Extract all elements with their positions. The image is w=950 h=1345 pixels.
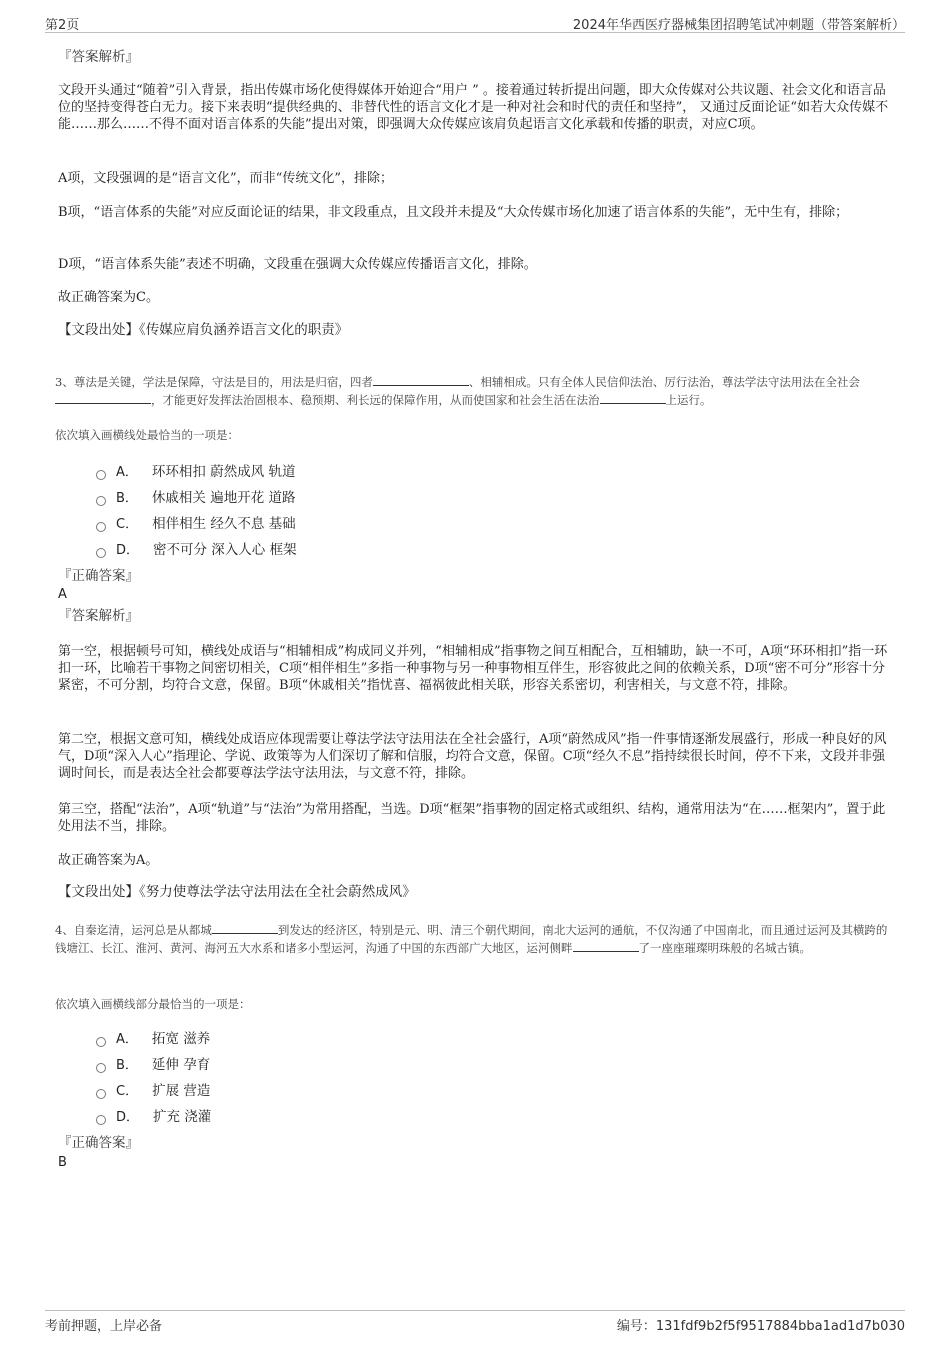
radio-icon[interactable] [96, 1063, 106, 1073]
question-stem: 3、尊法是关键，学法是保障，守法是目的，用法是归宿，四者 、相辅相成。只有全体人民信仰法治、厉行法治，尊法学法守法用法在全社会，才能更好发挥法治固根本、稳预期、利长远的保障作用，从而使国家和社会生活在法治 上运行。 [55, 375, 860, 407]
passage-source: 【文段出处】《努力使尊法学法守法用法在全社会蔚然成风》 [58, 884, 416, 900]
analysis-label: 『答案解析』 [58, 608, 139, 624]
option-d[interactable]: D． 扩充 浇灌 [96, 1107, 211, 1127]
option-b[interactable]: B． 休戚相关 遍地开花 道路 [96, 488, 296, 508]
passage-source: 【文段出处】《传媒应肩负涵养语言文化的职责》 [58, 322, 349, 338]
analysis-paragraph: A项，文段强调的是“语言文化”，而非“传统文化”，排除； [58, 171, 393, 186]
fill-blank [373, 373, 469, 386]
page-header [45, 14, 905, 33]
analysis-label: 『答案解析』 [58, 49, 139, 65]
option-a[interactable]: A． 拓宽 滋养 [96, 1029, 210, 1049]
fill-blank [55, 391, 151, 404]
radio-icon[interactable] [96, 470, 106, 480]
analysis-paragraph: 文段开头通过“随着”引入背景，指出传媒市场化使得媒体开始迎合“用户 ” 。接着通过转折提出问题，即大众传媒对公共议题、社会文化和语言品位的坚持变得苍白无力。接下来表明“提供经典的、非替代性的语言文化才是一种对社会和时代的责任和坚持”， 又通过反面论证“如若大众传媒不能……那么……不得不面对语言体系的失能”提出对策，即强调大众传媒应该肩负起语言文化承载和传播的职责，对应C项。 [58, 83, 889, 132]
option-c[interactable]: C． 扩展 营造 [96, 1081, 210, 1101]
footer-slogan: 考前押题，上岸必备 [45, 1319, 163, 1334]
page-footer [45, 1310, 905, 1333]
option-d[interactable]: D． 密不可分 深入人心 框架 [96, 540, 297, 560]
analysis-paragraph: B项，“语言体系的失能”对应反面论证的结果，非文段重点，且文段并未提及“大众传媒市场化加速了语言体系的失能”，无中生有，排除； [58, 205, 849, 220]
question-stem: 4、自秦迄清，运河总是从都城 到发达的经济区，特别是元、明、清三个朝代期间，南北大运河的通航，不仅沟通了中国南北，而且通过运河及其横跨的钱塘江、长江、淮河、黄河、海河五大水系和诸多小型运河，沟通了中国的东西部广大地区，运河侧畔 了一座座璀璨明珠般的名城古镇。 [55, 923, 888, 955]
radio-icon[interactable] [96, 548, 106, 558]
analysis-paragraph: D项，“语言体系失能”表述不明确，文段重在强调大众传媒应传播语言文化，排除。 [58, 257, 537, 272]
analysis-paragraph: 第一空，根据顿号可知，横线处成语与“相辅相成”构成同义并列，“相辅相成”指事物之间互相配合，互相辅助，缺一不可，A项“环环相扣”指一环扣一环，比喻若干事物之间密切相关，C项“相伴相生”多指一种事物与另一种事物相互伴生，形容彼此之间的依赖关系，D项“密不可分”形容十分紧密，不可分割，均符合文意，保留。B项“休戚相关”指忧喜、福祸彼此相关联，形容关系密切，利害相关，与文意不符，排除。 [58, 644, 888, 693]
fill-blank [600, 391, 666, 404]
analysis-paragraph: 第三空，搭配“法治”，A项“轨道”与“法治”为常用搭配，当选。D项“框架”指事物的固定格式或组织、结构，通常用法为“在……框架内”，置于此处用法不当，排除。 [58, 802, 886, 834]
answer-value: B [58, 1155, 67, 1170]
answer-label: 『正确答案』 [58, 1135, 139, 1151]
radio-icon[interactable] [96, 496, 106, 506]
fill-blank [573, 939, 639, 952]
answer-label: 『正确答案』 [58, 568, 139, 584]
option-a[interactable]: A． 环环相扣 蔚然成风 轨道 [96, 462, 296, 482]
analysis-paragraph: 第二空，根据文意可知，横线处成语应体现需要让尊法学法守法用法在全社会盛行，A项“蔚然成风”指一件事情逐渐发展盛行，形成一种良好的风气，D项“深入人心”指理论、学说、政策等为人们深切了解和信服，均符合文意，保留。C项“经久不息”指持续很长时间，停不下来，文段并非强调时间长，而是表达全社会都要尊法学法守法用法，与文意不符，排除。 [58, 732, 887, 781]
answer-value: A [58, 587, 67, 602]
document-title: 2024年华西医疗器械集团招聘笔试冲刺题（带答案解析） [572, 18, 905, 33]
question-prompt: 依次填入画横线处最恰当的一项是： [55, 428, 239, 442]
fill-blank [212, 921, 278, 934]
document-serial: 编号：131fdf9b2f5f9517884bba1ad1d7b030 [616, 1319, 905, 1334]
option-c[interactable]: C． 相伴相生 经久不息 基础 [96, 514, 296, 534]
radio-icon[interactable] [96, 1089, 106, 1099]
conclusion: 故正确答案为C。 [58, 290, 159, 305]
conclusion: 故正确答案为A。 [58, 853, 159, 868]
radio-icon[interactable] [96, 522, 106, 532]
option-b[interactable]: B． 延伸 孕育 [96, 1055, 210, 1075]
radio-icon[interactable] [96, 1037, 106, 1047]
question-prompt: 依次填入画横线部分最恰当的一项是： [55, 997, 251, 1011]
radio-icon[interactable] [96, 1115, 106, 1125]
page-number: 第2页 [45, 18, 80, 33]
